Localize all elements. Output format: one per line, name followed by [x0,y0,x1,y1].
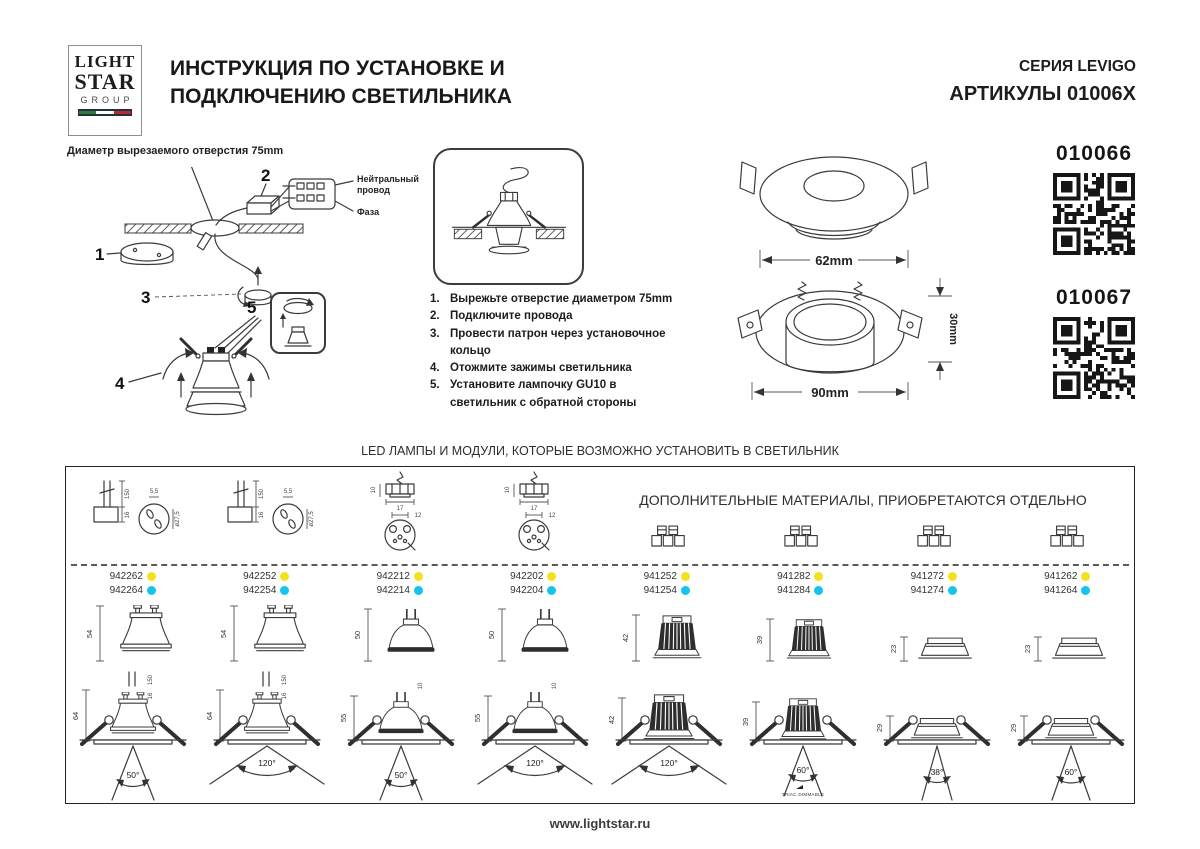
svg-text:5,5: 5,5 [149,489,159,495]
lamp-codes [467,567,601,599]
driver-boxes-cell [1001,467,1134,565]
series-articles: АРТИКУЛЫ 01006X [949,83,1136,105]
installed-fixture-drawing [66,670,200,802]
installed-fixture-drawing [1004,670,1138,802]
svg-text:62mm: 62mm [815,253,853,268]
driver-boxes-cell [602,467,735,565]
svg-text:16: 16 [259,511,265,519]
svg-text:60°: 60° [1064,766,1078,777]
lamp-code: 942254 [243,584,277,596]
lamp-cell [736,599,870,669]
mr16-lamp-drawing [468,601,602,667]
step-item: 4. Отожмите зажимы светильника [430,362,632,374]
gu10-socket-drawing [66,471,200,561]
mr16-lamp-drawing [334,601,468,667]
fixture-pictogram-box [433,148,584,285]
installation-steps-drawing [65,167,435,417]
cyan-dot [814,586,823,595]
yellow-dot [147,572,156,581]
lamp-code: 942214 [376,584,410,596]
lamp-code: 941254 [643,584,677,596]
svg-text:23: 23 [1023,644,1032,654]
recessed-fixture-icon [443,165,575,269]
lamp-code: 941264 [1044,584,1078,596]
dashed-divider [71,564,1129,566]
svg-text:10: 10 [418,682,424,689]
svg-text:4: 4 [115,374,125,393]
website-url: www.lightstar.ru [549,816,651,831]
cyan-dot [1081,586,1090,595]
title-line-1: ИНСТРУКЦИЯ ПО УСТАНОВКЕ И [170,57,505,80]
article-block-010066 [1048,142,1140,255]
lamp-compatibility-table [65,466,1135,804]
lamp-code: 941284 [777,584,811,596]
svg-text:1: 1 [95,245,105,264]
installed-fixture-drawing [602,670,736,802]
cyan-dot [681,586,690,595]
svg-text:90mm: 90mm [811,385,849,400]
yellow-dot [280,572,289,581]
driver-boxes-cell [735,467,868,565]
led-module-drawing [736,601,870,667]
gu10-socket-cell [66,467,200,565]
svg-text:50: 50 [487,630,496,640]
gu10-lamp-drawing [200,601,334,667]
lamp-code: 941272 [910,570,944,582]
page-title [170,55,512,112]
installed-fixture-drawing [334,670,468,802]
installed-fixture-drawing [736,670,870,802]
svg-text:55: 55 [339,713,348,722]
italian-flag-bar [78,109,132,116]
article-block-010067 [1048,286,1140,399]
led-module-drawing [602,601,736,667]
installed-fixture-drawing [200,670,334,802]
lamp-codes [1001,567,1135,599]
lamp-code: 941282 [777,570,811,582]
installed-cell [334,669,468,802]
svg-text:150: 150 [282,674,288,685]
lamp-cell [200,599,334,669]
product-dimensions-drawing [722,132,962,417]
mr16-connector-drawing [468,471,602,561]
yellow-dot [814,572,823,581]
flag-green [79,111,96,114]
step-item: 1. Вырежьте отверстие диаметром 75mm [430,293,673,305]
boxes-icon [783,524,821,549]
low-module-drawing [870,601,1004,667]
lamp-code: 942204 [510,584,544,596]
svg-text:29: 29 [875,723,884,732]
qr-code [1053,317,1135,399]
svg-text:42: 42 [621,633,630,643]
neutral-wire-label: Нейтральный провод [357,174,419,195]
svg-text:12: 12 [414,513,422,519]
title-line-2: ПОДКЛЮЧЕНИЮ СВЕТИЛЬНИКА [170,85,512,109]
svg-text:120°: 120° [526,757,544,768]
lamp-table-title: LED ЛАМПЫ И МОДУЛИ, КОТОРЫЕ ВОЗМОЖНО УСТАНОВИТЬ В СВЕТИЛЬНИК [361,444,839,458]
driver-boxes-cell [868,467,1001,565]
series-block [949,58,1136,106]
phase-wire-label: Фаза [357,207,380,217]
accessory-icons-row [66,467,1134,565]
installed-fixture-drawing [468,670,602,802]
lamp-code: 941262 [1044,570,1078,582]
svg-text:3: 3 [141,288,151,307]
article-code: 010067 [1055,286,1133,309]
cyan-dot [147,586,156,595]
lightstar-logo [68,45,142,136]
installed-cell [200,669,334,802]
lamp-code: 941274 [910,584,944,596]
svg-text:2: 2 [261,167,271,185]
svg-text:30mm: 30mm [947,313,959,345]
extra-materials-title: ДОПОЛНИТЕЛЬНЫЕ МАТЕРИАЛЫ, ПРИОБРЕТАЮТСЯ ОТДЕЛЬНО [639,492,1087,508]
hole-diameter-label: Диаметр вырезаемого отверстия 75mm [67,145,284,157]
svg-text:120°: 120° [660,757,678,768]
svg-text:39: 39 [741,717,750,726]
lamp-codes-row [66,567,1134,599]
cyan-dot [547,586,556,595]
yellow-dot [681,572,690,581]
yellow-dot [1081,572,1090,581]
lamp-cell [66,599,200,669]
lamp-code: 942202 [510,570,544,582]
flag-white [96,111,113,114]
svg-text:50°: 50° [394,769,408,780]
yellow-dot [948,572,957,581]
svg-text:5,5: 5,5 [283,489,293,495]
svg-text:10: 10 [505,486,511,494]
installed-cell [1004,669,1138,802]
lamp-code: 942252 [243,570,277,582]
svg-text:120°: 120° [258,757,276,768]
svg-text:54: 54 [219,629,228,639]
svg-text:29: 29 [1009,723,1018,732]
gu10-socket-drawing [200,471,334,561]
lamp-code: 942262 [109,570,143,582]
installed-fixtures-row [66,669,1134,802]
svg-text:50°: 50° [126,769,140,780]
installed-cell [468,669,602,802]
installed-fixture-drawing [870,670,1004,802]
svg-text:10: 10 [552,682,558,689]
logo-text-star: STAR [74,69,136,94]
svg-text:5: 5 [247,298,257,317]
installation-steps-list [430,291,730,412]
svg-text:TRIAC DIMMABLE: TRIAC DIMMABLE [781,791,825,797]
series-name: СЕРИЯ LEVIGO [1018,58,1136,75]
svg-text:17: 17 [530,506,538,512]
cyan-dot [948,586,957,595]
lamp-cell [468,599,602,669]
svg-text:16: 16 [282,692,288,699]
svg-text:23: 23 [889,644,898,654]
lamp-codes [600,567,734,599]
svg-text:42: 42 [607,715,616,724]
lamp-cell [1004,599,1138,669]
mr16-connector-cell [468,467,602,565]
svg-text:12: 12 [548,513,556,519]
installed-cell [66,669,200,802]
lamp-codes [66,567,200,599]
lamp-cell [870,599,1004,669]
installed-cell [602,669,736,802]
boxes-icon [650,524,688,549]
svg-text:38°: 38° [930,766,944,777]
flag-red [114,111,131,114]
step-item: 5. Установите лампочку GU10 в светильник с обратной стороны [430,379,637,409]
svg-text:64: 64 [205,711,214,720]
cyan-dot [414,586,423,595]
lamp-codes [867,567,1001,599]
svg-text:64: 64 [71,711,80,720]
yellow-dot [414,572,423,581]
lamp-cell [602,599,736,669]
step-item: 2. Подключите провода [430,310,573,323]
svg-text:50: 50 [353,630,362,640]
svg-text:17: 17 [396,506,404,512]
cyan-dot [280,586,289,595]
svg-text:54: 54 [85,629,94,639]
lamp-drawings-row [66,599,1134,669]
mr16-connector-cell [334,467,468,565]
boxes-icon [916,524,954,549]
boxes-icon [1049,524,1087,549]
installation-diagram [65,145,437,430]
svg-text:60°: 60° [796,764,810,775]
svg-text:55: 55 [473,713,482,722]
svg-text:150: 150 [125,488,131,500]
logo-text-light: LIGHT [74,52,136,71]
gu10-lamp-drawing [66,601,200,667]
mr16-connector-drawing [334,471,468,561]
gu10-socket-cell [200,467,334,565]
article-code: 010066 [1055,142,1133,165]
svg-text:39: 39 [755,635,764,645]
svg-text:16: 16 [148,692,154,699]
step-item: 3. Провести патрон через установочное кольцо [430,327,666,357]
lamp-codes [734,567,868,599]
lamp-cell [334,599,468,669]
lamp-codes [333,567,467,599]
lamp-code: 941252 [643,570,677,582]
lamp-code: 942264 [109,584,143,596]
lamp-codes [200,567,334,599]
svg-text:ø27,5: ø27,5 [175,511,181,527]
yellow-dot [547,572,556,581]
installed-cell [870,669,1004,802]
low-module-drawing [1004,601,1138,667]
qr-code [1053,173,1135,255]
svg-text:16: 16 [125,511,131,519]
svg-text:150: 150 [259,488,265,500]
svg-text:ø27,5: ø27,5 [309,511,315,527]
logo-text-group: GROUP [80,95,134,105]
lamp-code: 942212 [376,570,410,582]
installed-cell [736,669,870,802]
svg-text:150: 150 [148,674,154,685]
svg-text:10: 10 [371,486,377,494]
